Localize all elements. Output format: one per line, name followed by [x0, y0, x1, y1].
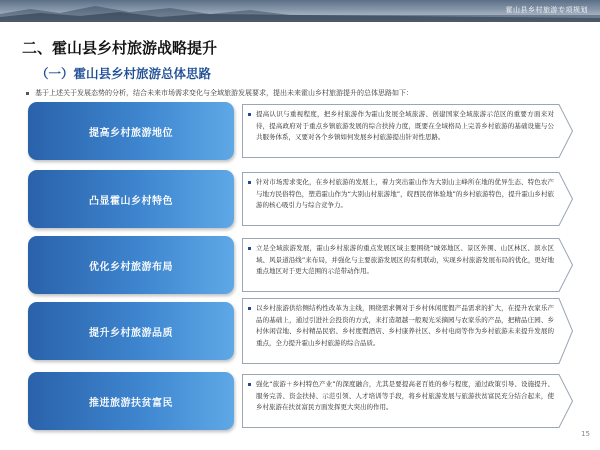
strategy-pill — [28, 102, 234, 160]
bullet-icon — [248, 247, 251, 250]
page-number: 15 — [581, 430, 590, 438]
strategy-description: 以乡村旅游供给侧结构性改革为主线，围绕需求侧对于乡村休闲度假产品需求的扩大，在提升农家乐产品的基础上，通过引进社会投资的方式，来打造超越一般观光采摘园与农家乐的产品，把精品庄园、乡村休闲营地、乡村精品民宿、乡村度假酒店、乡村康养社区、乡村电商等作为乡村旅游未来提升发展的重点，全力提升霍山乡村旅游的综合品质。 — [256, 304, 554, 347]
strategy-description: 立足全域旅游发展，霍山乡村旅游的重点发展区域主要围绕“城郊地区、景区外围、山区林区、滨水区域、风景道沿线”来布局，并强化与主要旅游发展区的有机联动，实现乡村旅游发展布局的优化，更好地重点地区对于更大范围的示范带动作用。 — [256, 244, 554, 275]
strategy-pill — [28, 302, 234, 360]
strategy-pill — [28, 236, 234, 294]
strategy-pill — [28, 372, 234, 430]
strategy-label: 提升乡村旅游品质 — [89, 327, 173, 339]
strategy-pill — [28, 170, 234, 228]
strategy-arrow-box — [242, 172, 573, 226]
strategy-label: 提高乡村旅游地位 — [89, 127, 173, 139]
strategy-description: 提高认识与重视程度，把乡村旅游作为霍山发展全域旅游、创建国家全域旅游示范区的重要方面来对待，提高政府对于重点乡镇旅游发展的综合扶持力度，既要在全域格局上完善乡村旅游的基础设施与公共服务体系，又要对各个乡镇如何发展乡村旅游提出针对性思路。 — [256, 110, 554, 141]
strategy-row-2 — [28, 170, 573, 228]
document-title: 霍山县乡村旅游专项规划 — [505, 6, 588, 14]
strategy-row-4 — [28, 298, 573, 364]
bullet-icon — [26, 92, 29, 95]
section-title: 二、霍山县乡村旅游战略提升 — [22, 39, 218, 57]
strategy-arrow-box — [242, 238, 573, 292]
strategy-label: 凸显霍山乡村特色 — [89, 195, 173, 207]
bullet-icon — [248, 307, 251, 310]
strategy-arrow-box — [242, 298, 573, 364]
strategy-label: 推进旅游扶贫富民 — [89, 397, 173, 409]
intro-text: 基于上述关于发展态势的分析，结合未来市场需求变化与全域旅游发展要求，提出未来霍山乡村旅游提升的总体思路如下： — [35, 89, 413, 97]
strategy-row-5 — [28, 372, 573, 430]
strategy-arrow-box — [242, 104, 573, 158]
bullet-icon — [248, 113, 251, 116]
strategy-description: 强化“旅游＋乡村特色产业”的深度融合，尤其是要提高老百姓的参与程度，通过政策引导、设施提升、服务完善、资金扶持、示范引领、人才培训等手段，将乡村旅游发展与旅游扶贫富民充分结合起来，使乡村旅游在扶贫富民方面发挥更大突出的作用。 — [256, 380, 554, 411]
sub-title: （一）霍山县乡村旅游总体思路 — [36, 66, 212, 81]
header-banner — [0, 0, 600, 22]
intro-text-line — [26, 88, 413, 98]
strategy-arrow-box — [242, 374, 573, 428]
strategy-label: 优化乡村旅游布局 — [89, 261, 173, 273]
strategy-row-1 — [28, 102, 573, 160]
bullet-icon — [248, 181, 251, 184]
strategy-description: 针对市场需求变化，在乡村旅游的发展上，着力突出霍山作为大别山主峰所在地的优异生态、特色农产与地方民俗特色，塑造霍山作为“大别山村旅游地”，皖西民宿体验地”的乡村旅游特色，提升霍山乡村旅游的核心吸引力与综合竞争力。 — [256, 178, 554, 209]
strategy-row-3 — [28, 236, 573, 294]
bullet-icon — [248, 383, 251, 386]
